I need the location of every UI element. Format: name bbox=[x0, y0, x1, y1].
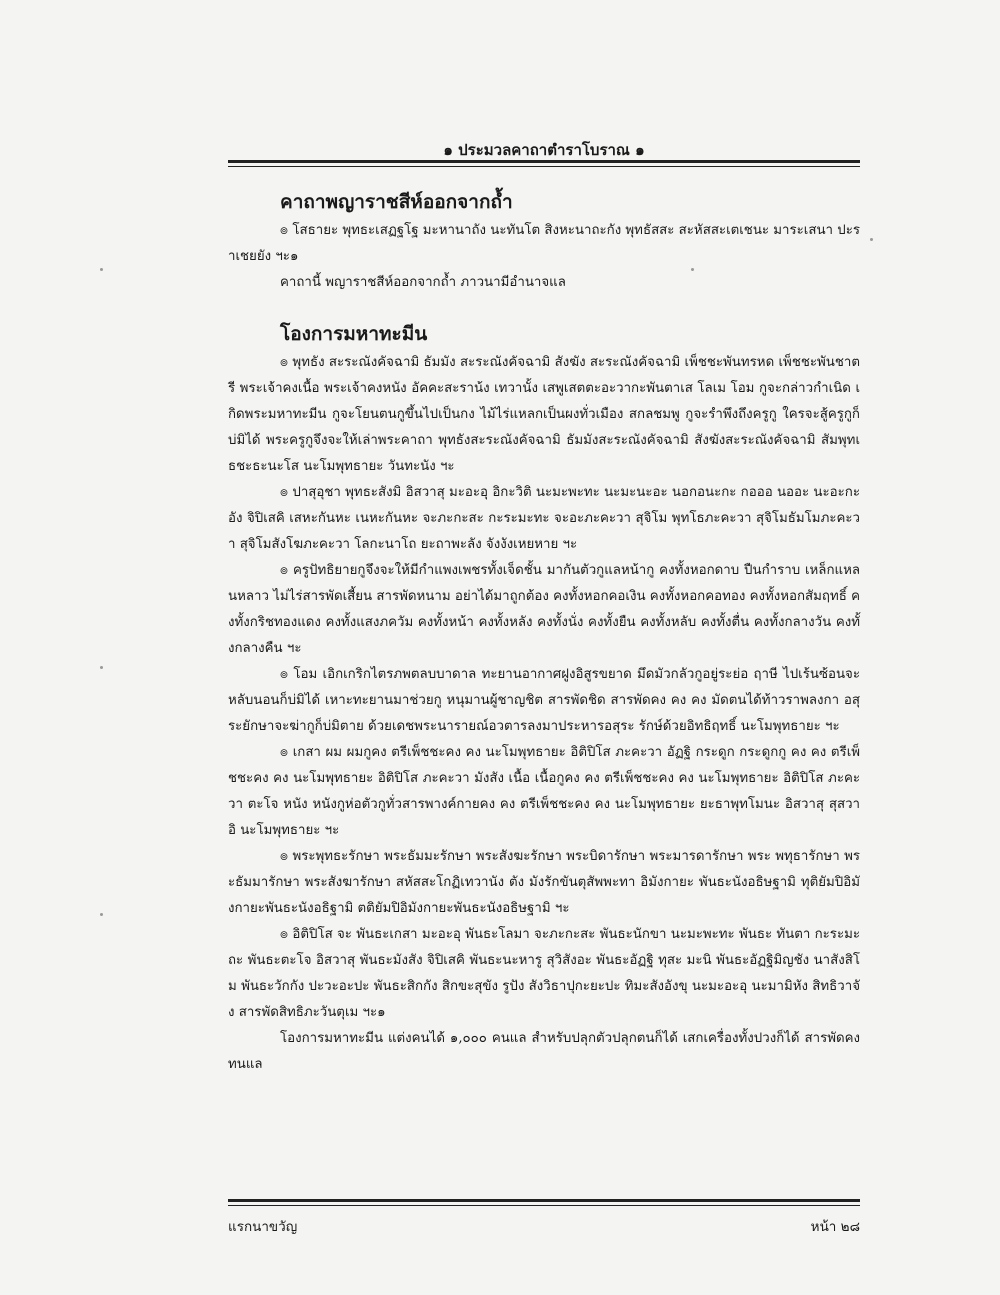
section-lion-king bbox=[228, 190, 860, 296]
scan-speck bbox=[870, 238, 873, 241]
scan-speck bbox=[100, 913, 103, 916]
paragraph: ๏ พุทธัง สะระณังคัจฉามิ ธัมมัง สะระณังคัจฉามิ สังฆัง สะระณังคัจฉามิ เพ็ชชะพันทรหด เพ็ชชะพันชาตรี พระเจ้าคงเนื้อ พระเจ้าคงหนัง อัคคะสะราน้ง เทวานั้ง เสพูเสตตะอะวากะพันตาเส โลเม โอม กูจะกล่าวกำเนิด เกิดพระมหาทะมีน กูจะโยนตนกูขึ้นไปเป็นกง ไม้ไร่แหลกเป็นผงทั่วเมือง สกลชมพู กูจะรำพึงถึงครูกู ใครจะสู้ครูกูก็บ่มิได้ พระครูกูจึงจะให้เล่าพระคาถา พุทธังสะระณังคัจฉามิ ธัมมังสะระณังคัจฉามิ สังฆังสะระณังคัจฉามิ สัมพุทเธชะธะนะโส นะโมพุทธายะ วันทะนัง ฯะ bbox=[228, 355, 860, 474]
scan-speck bbox=[100, 268, 103, 271]
page-body bbox=[228, 190, 860, 1078]
paragraph: ๏ โอม เอิกเกริกไตรภพตลบบาดาล ทะยานอากาศฝูงอิสูรขยาด มึดมัวกลัวกูอยู่ระย่อ ฤาษี ไปเร้นซ้อนจะหลับนอนก็บ่มิได้ เหาะทะยานมาช่วยกู หนุมานผู้ชาญชิต สารพัดชิด สารพัดคง คง คง มัดตนได้ท้าวราพลงกา อสุระยักษาจะฆ่ากูก็บ่มิตาย ด้วยเดชพระนารายณ์อวตารลงมาประหารอสุระ รักษ์ด้วยอิทธิฤทธิ์ นะโมพุทธายะ ฯะ bbox=[228, 667, 860, 734]
paragraph: ๏ โสธายะ พุทธะเสฏฐโฐ มะหานาถัง นะทันโต สิงหะนาถะกัง พุทธัสสะ สะหัสสะเตเชนะ มาระเสนา ปะราเชยยัง ฯะ๑ bbox=[228, 223, 860, 264]
section-spacer bbox=[228, 296, 860, 322]
section-title: โองการมหาทะมีน bbox=[280, 323, 428, 345]
paragraph: ๏ ครูปัทธิยายกูจึงจะให้มีกำแพงเพชรทั้งเจ็ดชั้น มากันตัวกูแลหน้ากู คงทั้งหอกดาบ ปืนกำราบ เหล็กแหลนหลาว ไม่ไร่สารพัดเสี้ยน สารพัดหนาม อย่าได้มาถูกต้อง คงทั้งหอกคอเงิน คงทั้งหอกคอทอง คงทั้งหอกสัมฤทธิ์ คงทั้งกริชทองแดง คงทั้งแสงภควัม คงทั้งหน้า คงทั้งหลัง คงทั้งนั่ง คงทั้งยืน คงทั้งหลับ คงทั้งตื่น คงทั้งกลางวัน คงทั้งกลางคืน ฯะ bbox=[228, 563, 860, 656]
section-mahathamin bbox=[228, 322, 860, 1078]
paragraph: ๏ ปาสุอุชา พุทธะสังมิ อิสวาสุ มะอะอุ อิกะวิติ นะมะพะทะ นะมะนะอะ นอกอนะกะ กอออ นออะ นะอะกะอัง จิปิเสคิ เสหะกันหะ เนหะกันหะ จะภะกะสะ กะระมะทะ จะอะภะคะวา สุจิโม พุทโธภะคะวา สุจิโมธัมโมภะคะวา สุจิโมสังโฆภะคะวา โลกะนาโถ ยะถาพะลัง จังงังเหยหาย ฯะ bbox=[228, 485, 860, 552]
header-rule-thin bbox=[228, 166, 860, 167]
paragraph: ๏ พระพุทธะรักษา พระธัมมะรักษา พระสังฆะรักษา พระบิดารักษา พระมารดารักษา พระ พทุธารักษา พระธัมมารักษา พระสังฆารักษา สหัสสะโกฏิเทวานัง ตัง มังรักขันตุสัพพะทา อิมังกายะ พันธะนังอธิษฐามิ ทุติยัมปิอิมังกายะพันธะนังอธิฐามิ ตติยัมปิอิมังกายะพันธะนังอธิษฐามิ ฯะ bbox=[228, 849, 860, 916]
scan-speck bbox=[100, 666, 103, 669]
paragraph: ๏ เกสา ผม ผมกูคง ตรีเพ็ชชะคง คง นะโมพุทธายะ อิติปิโส ภะคะวา อัฏฐิ กระดูก กระดูกกู คง คง ตรีเพ็ชชะคง คง นะโมพุทธายะ อิติปิโส ภะคะวา มังสัง เนื้อ เนื้อกูคง คง ตรีเพ็ชชะคง คง นะโมพุทธายะ อิติปิโส ภะคะวา ตะโจ หนัง หนังกูห่อตัวกูทั่วสารพางค์กายคง คง ตรีเพ็ชชะคง คง นะโมพุทธายะ ยะธาพุทโมนะ อิสวาสุ สุสวาอิ นะโมพุทธายะ ฯะ bbox=[228, 745, 860, 838]
paragraph: โองการมหาทะมีน แต่งคนได้ ๑,๐๐๐ คนแล สำหรับปลุกตัวปลุกตนก็ได้ เสกเครื่องทั้งปวงก็ได้ สารพัดคงทนแล bbox=[228, 1031, 860, 1072]
paragraph: ๏ อิติปิโส จะ พันธะเกสา มะอะอุ พันธะโลมา จะภะกะสะ พันธะนักขา นะมะพะทะ พันธะ ทันตา กะระมะถะ พันธะตะโจ อิสวาสุ พันธะมังสัง จิปิเสคิ พันธะนะหารู สุวิสังอะ พันธะอัฏฐิ ทุสะ มะนิ พันธะอัฏฐิมิญชัง นาสังสิโม พันธะวักกัง ปะวะอะปะ พันธะสิกกัง สิกขะสุขัง รูปัง สังวิธาปุกะยะปะ ทิมะสังอังขุ นะมะอะอุ นะมามิหัง สิทธิวาจัง สารพัดสิทธิภะวันตุเม ฯะ๑ bbox=[228, 927, 860, 1020]
footer-book-title: แรกนาขวัญ bbox=[228, 1219, 298, 1235]
paragraph: คาถานี้ พญาราชสีห์ออกจากถ้ำ ภาวนามีอำนาจแล bbox=[280, 275, 566, 290]
page-number: หน้า ๒๘ bbox=[810, 1219, 860, 1235]
footer-rule-thin bbox=[228, 1205, 860, 1206]
header-rule-thick bbox=[228, 160, 860, 163]
footer-rule-thick bbox=[228, 1199, 860, 1202]
running-header: ๑ ประมวลคาถาตำราโบราณ ๑ bbox=[443, 141, 645, 159]
section-title: คาถาพญาราชสีห์ออกจากถ้ำ bbox=[280, 191, 513, 213]
scan-speck bbox=[691, 268, 694, 271]
